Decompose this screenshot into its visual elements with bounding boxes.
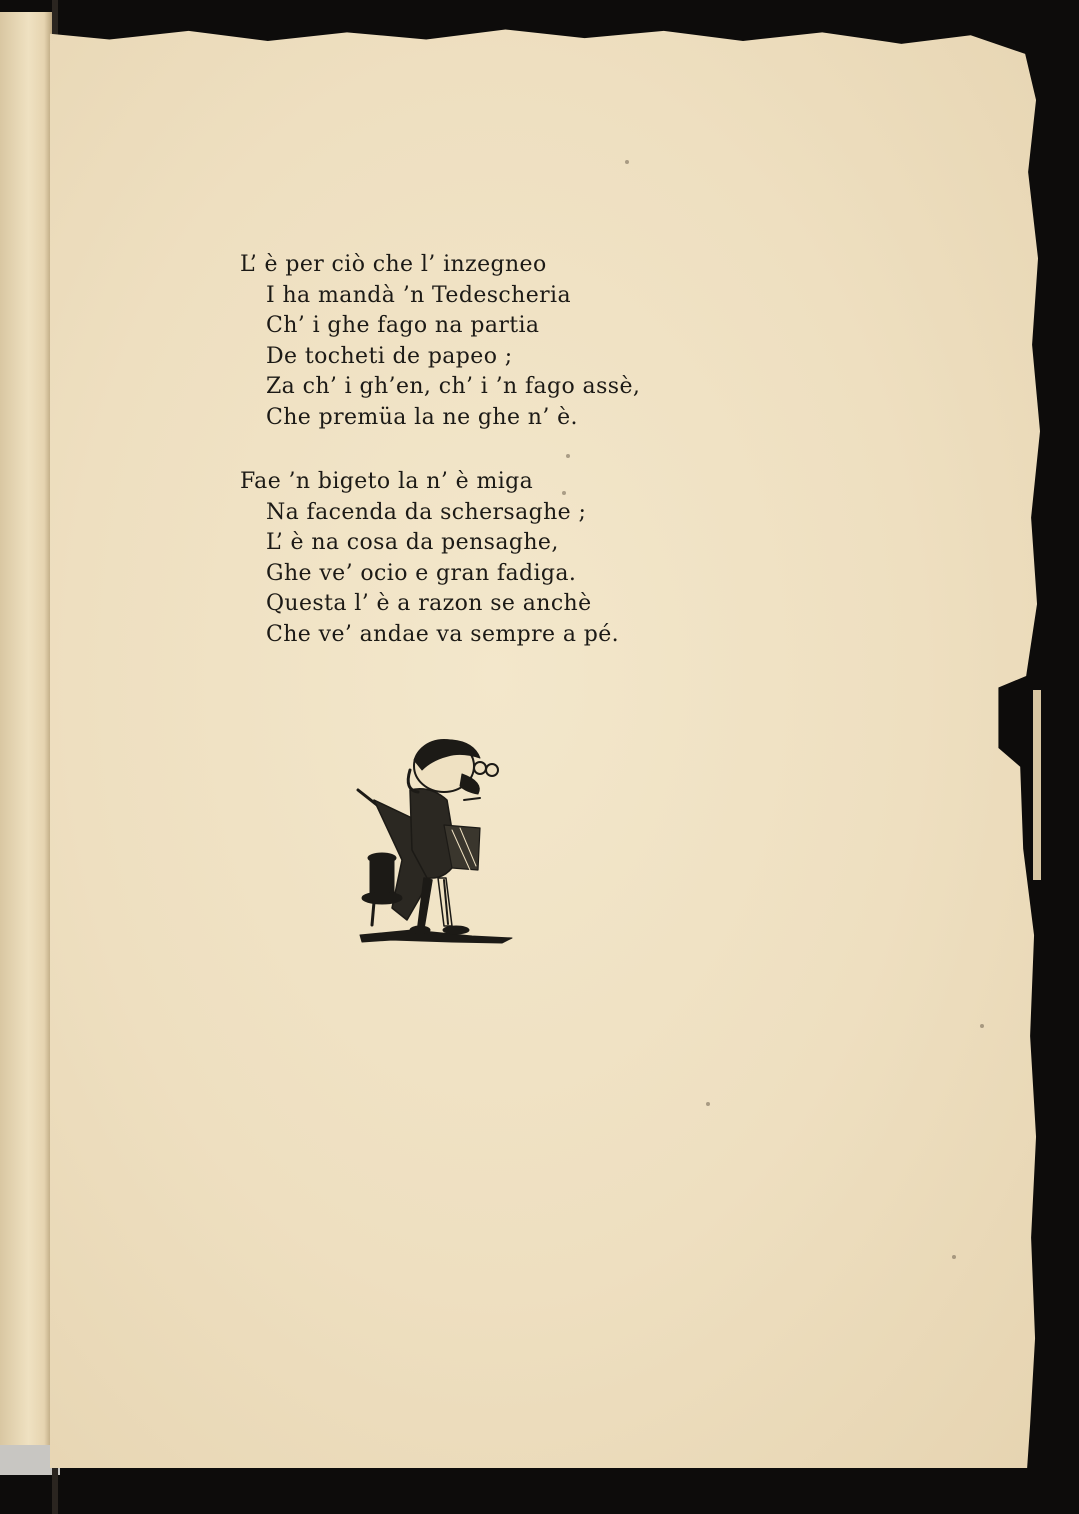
facing-page-edge	[0, 12, 53, 1462]
poem-line: Questa l’ è a razon se anchè	[266, 591, 592, 616]
poem-text	[240, 250, 640, 650]
page-tear-edge	[1033, 690, 1041, 880]
poem-line: Ghe ve’ ocio e gran fadiga.	[266, 560, 577, 586]
poem-line: L’ è na cosa da pensaghe,	[266, 530, 559, 555]
poem-line: De tocheti de papeo ;	[266, 343, 513, 369]
stanza-2	[240, 467, 640, 650]
poem-line: Na facenda da schersaghe ;	[266, 499, 587, 525]
poem-line: Ch’ i ghe fago na partia	[266, 313, 540, 338]
paper-speck	[706, 1102, 710, 1106]
paper-speck	[980, 1024, 984, 1028]
poem-line: Che premüa la ne ghe n’ è.	[266, 404, 578, 430]
paper-speck	[952, 1255, 956, 1259]
caricature-figure-icon	[352, 730, 522, 960]
book-page	[50, 28, 1040, 1468]
stanza-1	[240, 250, 640, 433]
poem-line: I ha mandà ’n Tedescheria	[266, 282, 572, 308]
poem-line: L’ è per ciò che l’ inzegneo	[240, 252, 547, 277]
poem-line: Za ch’ i gh’en, ch’ i ’n fago assè,	[266, 374, 641, 399]
paper-speck	[625, 160, 629, 164]
poem-line: Fae ’n bigeto la n’ è miga	[240, 469, 534, 494]
poem-line: Che ve’ andae va sempre a pé.	[266, 621, 620, 647]
